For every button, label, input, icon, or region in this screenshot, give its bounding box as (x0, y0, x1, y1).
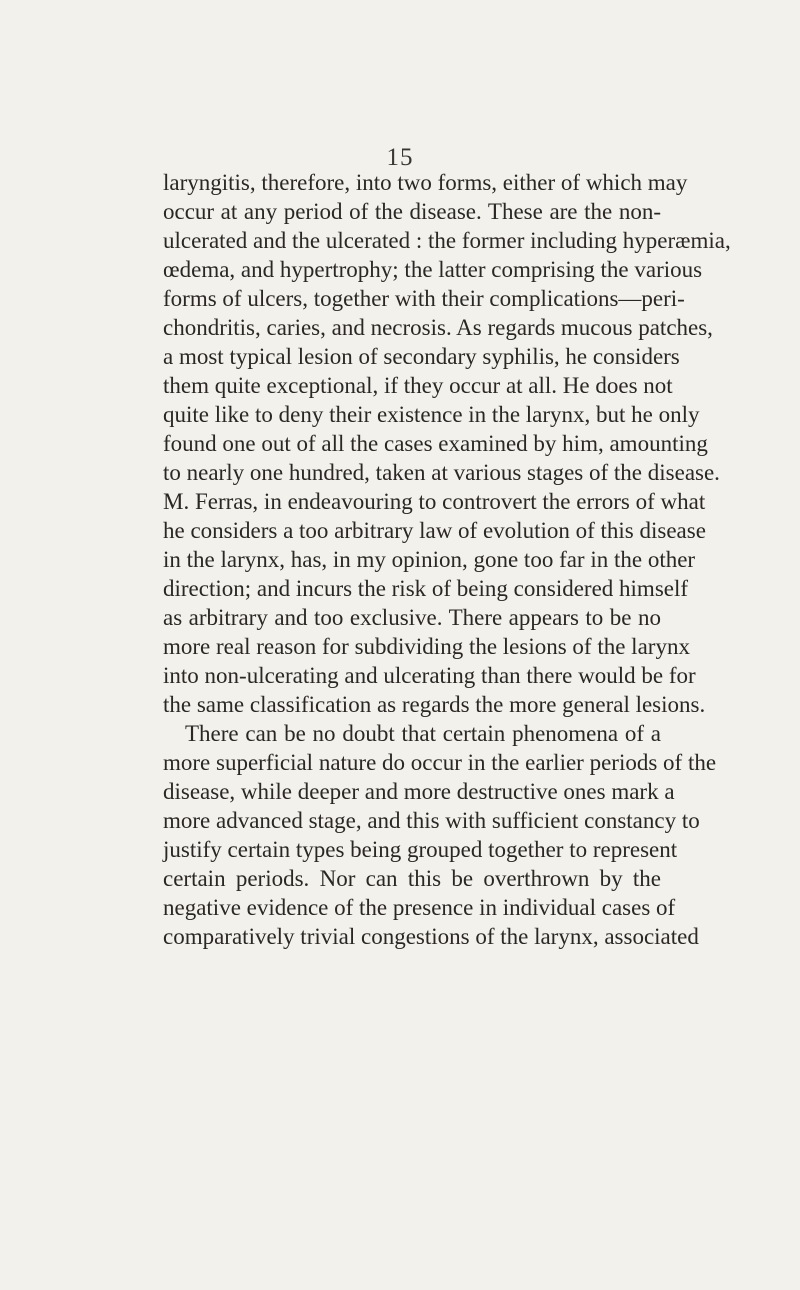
body-text (163, 168, 731, 951)
text-line: chondritis, caries, and necrosis. As regards mucous patches, (163, 315, 713, 340)
text-line: found one out of all the cases examined by him, amounting (163, 431, 708, 456)
text-line: laryngitis, therefore, into two forms, either of which may (163, 170, 688, 195)
text-line: the same classification as regards the more general lesions. (163, 692, 706, 717)
text-line: more real reason for subdividing the lesions of the larynx (163, 634, 690, 659)
text-line: negative evidence of the presence in individual cases of (163, 895, 676, 920)
text-line: direction; and incurs the risk of being considered himself (163, 576, 689, 601)
text-line: justify certain types being grouped together to represent (163, 837, 678, 862)
text-line: ulcerated and the ulcerated : the former including hyperæmia, (163, 228, 731, 253)
text-line: into non-ulcerating and ulcerating than there would be for (163, 663, 696, 688)
text-line: quite like to deny their existence in the larynx, but he only (163, 402, 700, 427)
text-line: a most typical lesion of secondary syphilis, he considers (163, 344, 680, 369)
text-line: he considers a too arbitrary law of evolution of this disease (163, 518, 706, 543)
text-line: in the larynx, has, in my opinion, gone too far in the other (163, 547, 696, 572)
text-line: disease, while deeper and more destructive ones mark a (163, 779, 675, 804)
text-line: more advanced stage, and this with sufficient constancy to (163, 808, 700, 833)
text-line: more superficial nature do occur in the earlier periods of the (163, 750, 717, 775)
text-line: as arbitrary and too exclusive. There appears to be no (163, 605, 661, 630)
text-line: certain periods. Nor can this be overthrown by the (163, 866, 661, 891)
text-line: occur at any period of the disease. These are the non- (163, 199, 661, 224)
text-line: them quite exceptional, if they occur at all. He does not (163, 373, 673, 398)
page-number: 15 (386, 144, 414, 171)
text-line: forms of ulcers, together with their complications—peri- (163, 286, 685, 311)
text-line: to nearly one hundred, taken at various stages of the disease. (163, 460, 720, 485)
text-line: œdema, and hypertrophy; the latter comprising the various (163, 257, 703, 282)
text-line: comparatively trivial congestions of the larynx, associated (163, 924, 699, 949)
text-line: There can be no doubt that certain phenomena of a (185, 721, 661, 746)
text-line: M. Ferras, in endeavouring to controvert the errors of what (163, 489, 706, 514)
